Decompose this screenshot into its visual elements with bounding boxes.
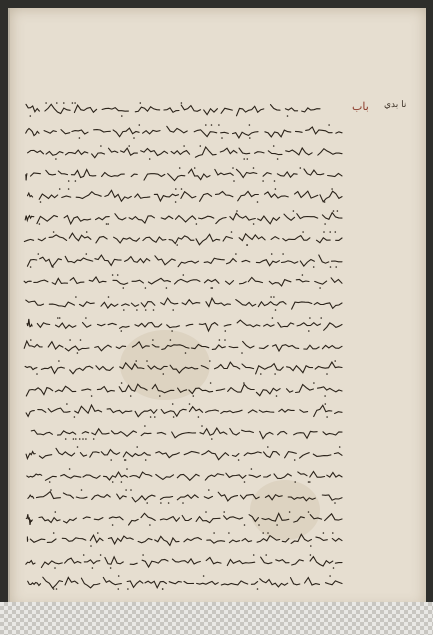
diacritic-dot [108,296,110,298]
diacritic-dot [330,266,332,268]
handwritten-line [20,163,345,185]
diacritic-dot [123,287,125,289]
diacritic-dot [270,296,272,298]
diacritic-dot [300,167,302,169]
diacritic-dot [68,188,70,190]
diacritic-dot [253,223,255,225]
diacritic-dot [236,210,238,212]
diacritic-dot [59,317,61,319]
diacritic-dot [154,416,156,418]
diacritic-dot [168,502,170,504]
diacritic-dot [209,360,211,362]
diacritic-dot [246,244,248,246]
diacritic-dot [247,158,249,160]
diacritic-dot [271,253,273,255]
diacritic-dot [294,481,296,483]
diacritic-dot [136,309,138,311]
diacritic-dot [289,511,291,513]
diacritic-dot [162,588,164,590]
ink-stroke [24,277,342,286]
diacritic-dot [243,158,245,160]
diacritic-dot [79,438,81,440]
diacritic-dot [79,137,81,139]
diacritic-dot [118,575,120,577]
diacritic-dot [112,481,114,483]
diacritic-dot [112,524,114,526]
diacritic-dot [329,231,331,233]
diacritic-dot [205,124,207,126]
diacritic-dot [121,115,123,117]
diacritic-dot [251,468,253,470]
diacritic-dot [218,124,220,126]
diacritic-dot [73,438,75,440]
ink-stroke [26,169,342,181]
diacritic-dot [265,554,267,556]
handwritten-line [20,507,345,529]
diacritic-dot [57,317,59,319]
diacritic-dot [121,382,123,384]
diacritic-dot [225,330,227,332]
diacritic-dot [200,145,202,147]
diacritic-dot [262,532,264,534]
diacritic-dot [324,395,326,397]
diacritic-dot [308,481,310,483]
diacritic-dot [55,158,57,160]
diacritic-dot [196,223,198,225]
diacritic-dot [49,481,51,483]
diacritic-dot [337,210,339,212]
diacritic-dot [54,567,56,569]
ink-stroke [31,428,342,439]
diacritic-dot [275,309,277,311]
diacritic-dot [326,416,328,418]
diacritic-dot [136,446,138,448]
diacritic-dot [77,446,79,448]
diacritic-dot [302,231,304,233]
diacritic-dot [182,502,184,504]
diacritic-dot [326,373,328,375]
diacritic-dot [40,201,42,203]
diacritic-dot [128,145,130,147]
diacritic-dot [267,532,269,534]
diacritic-dot [140,102,142,104]
diacritic-dot [333,567,335,569]
ink-stroke [27,471,342,480]
diacritic-dot [334,502,336,504]
diacritic-dot [66,403,68,405]
handwritten-line [20,356,345,378]
diacritic-dot [323,231,325,233]
diacritic-dot [55,511,57,513]
diacritic-dot [313,382,315,384]
diacritic-dot [81,489,83,491]
handwritten-line [20,335,345,357]
diacritic-dot [329,575,331,577]
diacritic-dot [50,489,52,491]
diacritic-dot [185,352,187,354]
diacritic-dot [58,360,60,362]
diacritic-dot [172,309,174,311]
diacritic-dot [112,274,114,276]
diacritic-dot [86,231,88,233]
diacritic-dot [163,373,165,375]
diacritic-dot [146,360,148,362]
ink-stroke [26,513,342,525]
diacritic-dot [52,266,54,268]
diacritic-dot [63,102,65,104]
ink-stroke [26,298,342,309]
handwritten-line [20,270,345,292]
diacritic-dot [107,223,109,225]
diacritic-dot [59,188,61,190]
diacritic-dot [135,360,137,362]
diacritic-dot [273,296,275,298]
diacritic-dot [175,201,177,203]
diacritic-dot [56,588,58,590]
diacritic-dot [323,532,325,534]
diacritic-dot [219,339,221,341]
diacritic-dot [75,180,77,182]
diacritic-dot [302,274,304,276]
diacritic-dot [68,180,70,182]
diacritic-dot [121,330,123,332]
diacritic-dot [274,180,276,182]
diacritic-dot [121,481,123,483]
diacritic-dot [310,554,312,556]
diacritic-dot [110,567,112,569]
diacritic-dot [211,124,213,126]
diacritic-dot [274,373,276,375]
handwritten-line [20,313,345,335]
diacritic-dot [205,511,207,513]
diacritic-dot [160,502,162,504]
diacritic-dot [331,188,333,190]
diacritic-dot [203,575,205,577]
diacritic-dot [130,395,132,397]
diacritic-dot [117,274,119,276]
diacritic-dot [313,266,315,268]
diacritic-dot [130,489,132,491]
handwritten-line [20,378,345,400]
diacritic-dot [309,317,311,319]
diacritic-dot [249,124,251,126]
diacritic-dot [320,317,322,319]
diacritic-dot [77,352,79,354]
diacritic-dot [145,309,147,311]
manuscript-text-block [20,98,345,593]
diacritic-dot [241,352,243,354]
ink-stroke [25,212,342,223]
handwritten-line [20,571,345,593]
handwritten-line [20,292,345,314]
diacritic-dot [243,382,245,384]
diacritic-dot [232,167,234,169]
diacritic-dot [45,102,47,104]
diacritic-dot [293,210,295,212]
diacritic-dot [181,102,183,104]
diacritic-dot [253,167,255,169]
diacritic-dot [93,438,95,440]
diacritic-dot [82,438,84,440]
diacritic-dot [69,339,71,341]
diacritic-dot [183,145,185,147]
handwritten-line [20,98,345,120]
chapter-heading: باب [352,100,369,113]
diacritic-dot [211,438,213,440]
diacritic-dot [110,459,112,461]
diacritic-dot [72,102,74,104]
ink-stroke [28,147,342,158]
diacritic-dot [287,115,289,117]
handwritten-line [20,550,345,572]
diacritic-dot [335,231,337,233]
diacritic-dot [210,382,212,384]
handwritten-line [20,141,345,163]
diacritic-dot [267,446,269,448]
handwritten-line [20,399,345,421]
diacritic-dot [233,180,235,182]
diacritic-dot [224,339,226,341]
diacritic-dot [36,373,38,375]
ink-stroke [26,556,342,567]
diacritic-dot [170,339,172,341]
diacritic-dot [142,554,144,556]
margin-note: نا بدي [384,100,407,110]
diacritic-dot [328,124,330,126]
ink-stroke [28,190,343,202]
diacritic-dot [92,567,94,569]
ink-stroke [27,319,342,331]
diacritic-dot [118,588,120,590]
ink-stroke [28,492,342,502]
diacritic-dot [91,395,93,397]
diacritic-dot [53,532,55,534]
diacritic-dot [194,167,196,169]
diacritic-dot [173,416,175,418]
diacritic-dot [149,524,151,526]
diacritic-dot [80,339,82,341]
handwritten-line [20,485,345,507]
ink-stroke [27,534,342,545]
diacritic-dot [126,468,128,470]
diacritic-dot [324,201,326,203]
ink-stroke [25,362,342,374]
ink-stroke [26,104,320,116]
diacritic-dot [257,201,259,203]
handwritten-line [20,528,345,550]
diacritic-dot [198,416,200,418]
diacritic-dot [335,266,337,268]
diacritic-dot [69,468,71,470]
diacritic-dot [83,554,85,556]
diacritic-dot [244,524,246,526]
transparency-strip [0,602,433,635]
diacritic-dot [213,532,215,534]
diacritic-dot [275,188,277,190]
diacritic-dot [273,145,275,147]
diacritic-dot [208,489,210,491]
diacritic-dot [133,137,135,139]
diacritic-dot [53,231,55,233]
diacritic-dot [181,188,183,190]
ink-stroke [26,384,342,396]
diacritic-dot [189,403,191,405]
diacritic-dot [149,158,151,160]
handwritten-line [20,442,345,464]
diacritic-dot [294,459,296,461]
diacritic-dot [144,425,146,427]
diacritic-dot [65,438,67,440]
diacritic-dot [74,102,76,104]
diacritic-dot [90,545,92,547]
handwritten-line [20,206,345,228]
diacritic-dot [39,223,41,225]
handwritten-line [20,421,345,443]
diacritic-dot [124,459,126,461]
diacritic-dot [150,416,152,418]
diacritic-dot [249,137,251,139]
diacritic-dot [310,545,312,547]
ink-stroke [27,255,342,267]
diacritic-dot [258,524,260,526]
diacritic-dot [53,588,55,590]
diacritic-dot [127,588,129,590]
ink-stroke [26,126,342,138]
diacritic-dot [253,554,255,556]
diacritic-dot [100,554,102,556]
diacritic-dot [145,287,147,289]
diacritic-dot [308,511,310,513]
diacritic-dot [75,296,77,298]
diacritic-dot [100,145,102,147]
diacritic-dot [193,395,195,397]
diacritic-dot [139,124,141,126]
diacritic-dot [319,287,321,289]
diacritic-dot [123,309,125,311]
handwritten-line [20,120,345,142]
diacritic-dot [231,231,233,233]
ink-stroke [28,577,342,588]
diacritic-dot [74,416,76,418]
diacritic-dot [30,339,32,341]
diacritic-dot [30,115,32,117]
diacritic-dot [257,588,259,590]
handwritten-line [20,249,345,271]
ink-stroke [24,341,342,351]
diacritic-dot [277,158,279,160]
diacritic-dot [333,210,335,212]
diacritic-dot [145,459,147,461]
handwritten-line [20,227,345,249]
diacritic-dot [183,274,185,276]
diacritic-dot [166,287,168,289]
ink-stroke [26,448,342,459]
handwritten-line [20,184,345,206]
diacritic-dot [146,502,148,504]
diacritic-dot [221,137,223,139]
diacritic-dot [172,403,174,405]
diacritic-dot [210,287,212,289]
diacritic-dot [272,317,274,319]
diacritic-dot [332,532,334,534]
diacritic-dot [262,180,264,182]
diacritic-dot [324,223,326,225]
diacritic-dot [86,253,88,255]
diacritic-dot [152,339,154,341]
ink-stroke [26,405,342,417]
ink-stroke [24,233,342,245]
diacritic-dot [159,395,161,397]
diacritic-dot [334,360,336,362]
diacritic-dot [235,253,237,255]
diacritic-dot [238,459,240,461]
diacritic-dot [260,373,262,375]
diacritic-dot [153,309,155,311]
diacritic-dot [276,524,278,526]
diacritic-dot [106,223,108,225]
diacritic-dot [30,266,32,268]
diacritic-dot [75,438,77,440]
diacritic-dot [175,188,177,190]
diacritic-dot [176,244,178,246]
diacritic-dot [325,403,327,405]
diacritic-dot [97,532,99,534]
diacritic-dot [56,102,58,104]
diacritic-dot [244,481,246,483]
diacritic-dot [308,330,310,332]
diacritic-dot [228,532,230,534]
diacritic-dot [339,446,341,448]
handwritten-line [20,464,345,486]
diacritic-dot [201,425,203,427]
diacritic-dot [171,330,173,332]
diacritic-dot [38,253,40,255]
diacritic-dot [282,253,284,255]
diacritic-dot [276,395,278,397]
diacritic-dot [85,438,87,440]
diacritic-dot [179,167,181,169]
diacritic-dot [223,511,225,513]
diacritic-dot [125,489,127,491]
diacritic-dot [85,317,87,319]
